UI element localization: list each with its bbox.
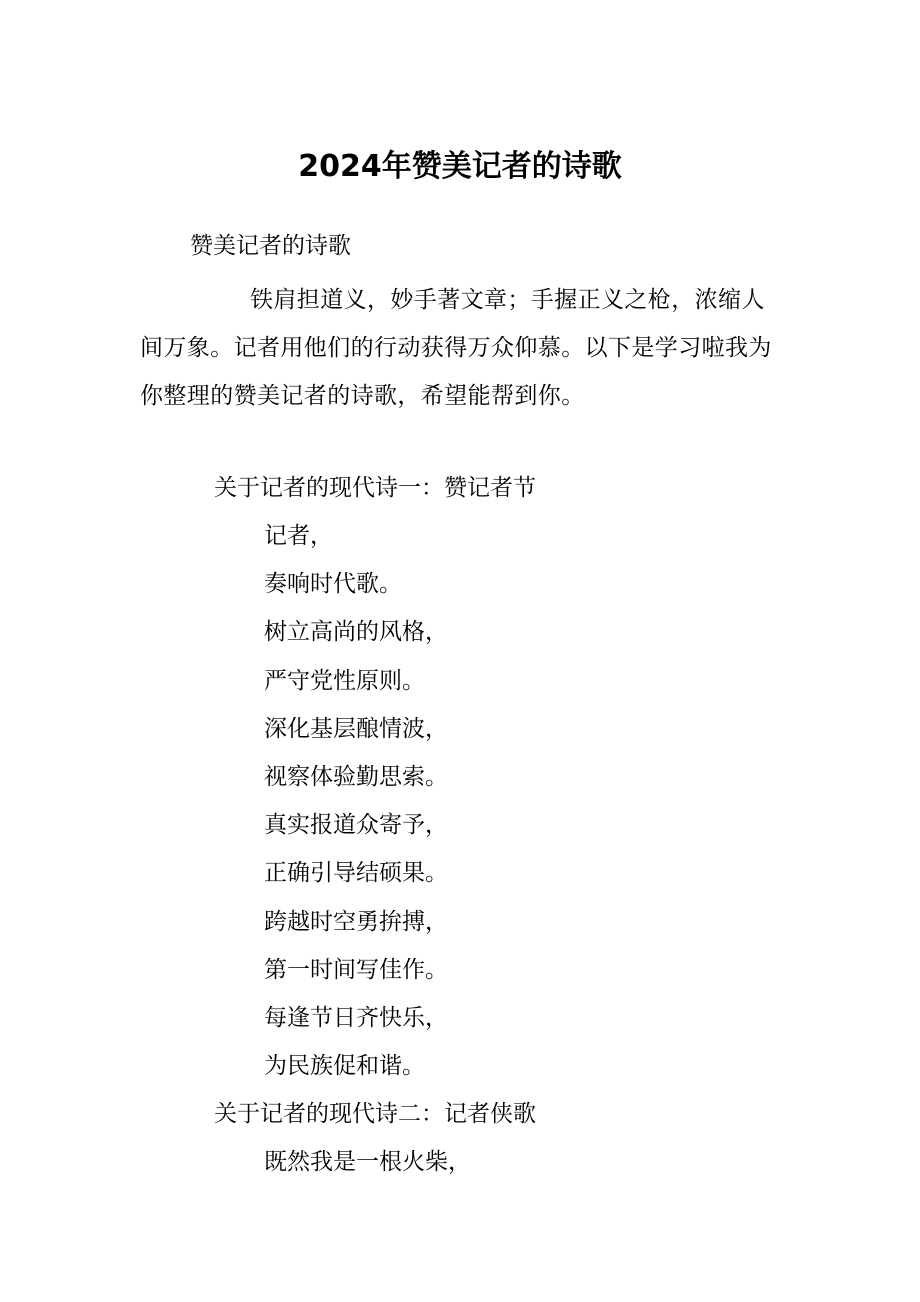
poem-1-lines — [264, 512, 448, 1090]
document-title: 2024年赞美记者的诗歌 — [298, 149, 622, 184]
section-heading-2: 关于记者的现代诗二：记者侠歌 — [214, 1101, 536, 1127]
intro-paragraph: 铁肩担道义，妙手著文章；手握正义之枪，浓缩人间万象。记者用他们的行动获得万众仰慕。以下是学习啦我为你整理的赞美记者的诗歌，希望能帮到你。 — [140, 287, 772, 409]
poem-line: 既然我是一根火柴， — [264, 1149, 471, 1175]
poem-line: 第一时间写佳作。 — [264, 956, 448, 983]
poem-line: 真实报道众寄予， — [264, 812, 448, 839]
poem-line: 跨越时空勇拚搏， — [264, 908, 448, 935]
poem-line: 深化基层酿情波， — [264, 715, 448, 742]
poem-line: 记者， — [264, 523, 333, 549]
section-heading-1: 关于记者的现代诗一：赞记者节 — [214, 475, 536, 501]
document-subtitle: 赞美记者的诗歌 — [190, 233, 351, 259]
poem-line: 正确引导结硕果。 — [264, 860, 448, 887]
poem-2-lines — [264, 1138, 471, 1186]
poem-line: 奏响时代歌。 — [264, 571, 402, 598]
poem-line: 树立高尚的风格， — [264, 619, 448, 646]
poem-line: 为民族促和谐。 — [264, 1053, 425, 1080]
poem-line: 严守党性原则。 — [264, 667, 425, 694]
poem-line: 每逢节日齐快乐， — [264, 1004, 448, 1031]
poem-line: 视察体验勤思索。 — [264, 763, 448, 790]
